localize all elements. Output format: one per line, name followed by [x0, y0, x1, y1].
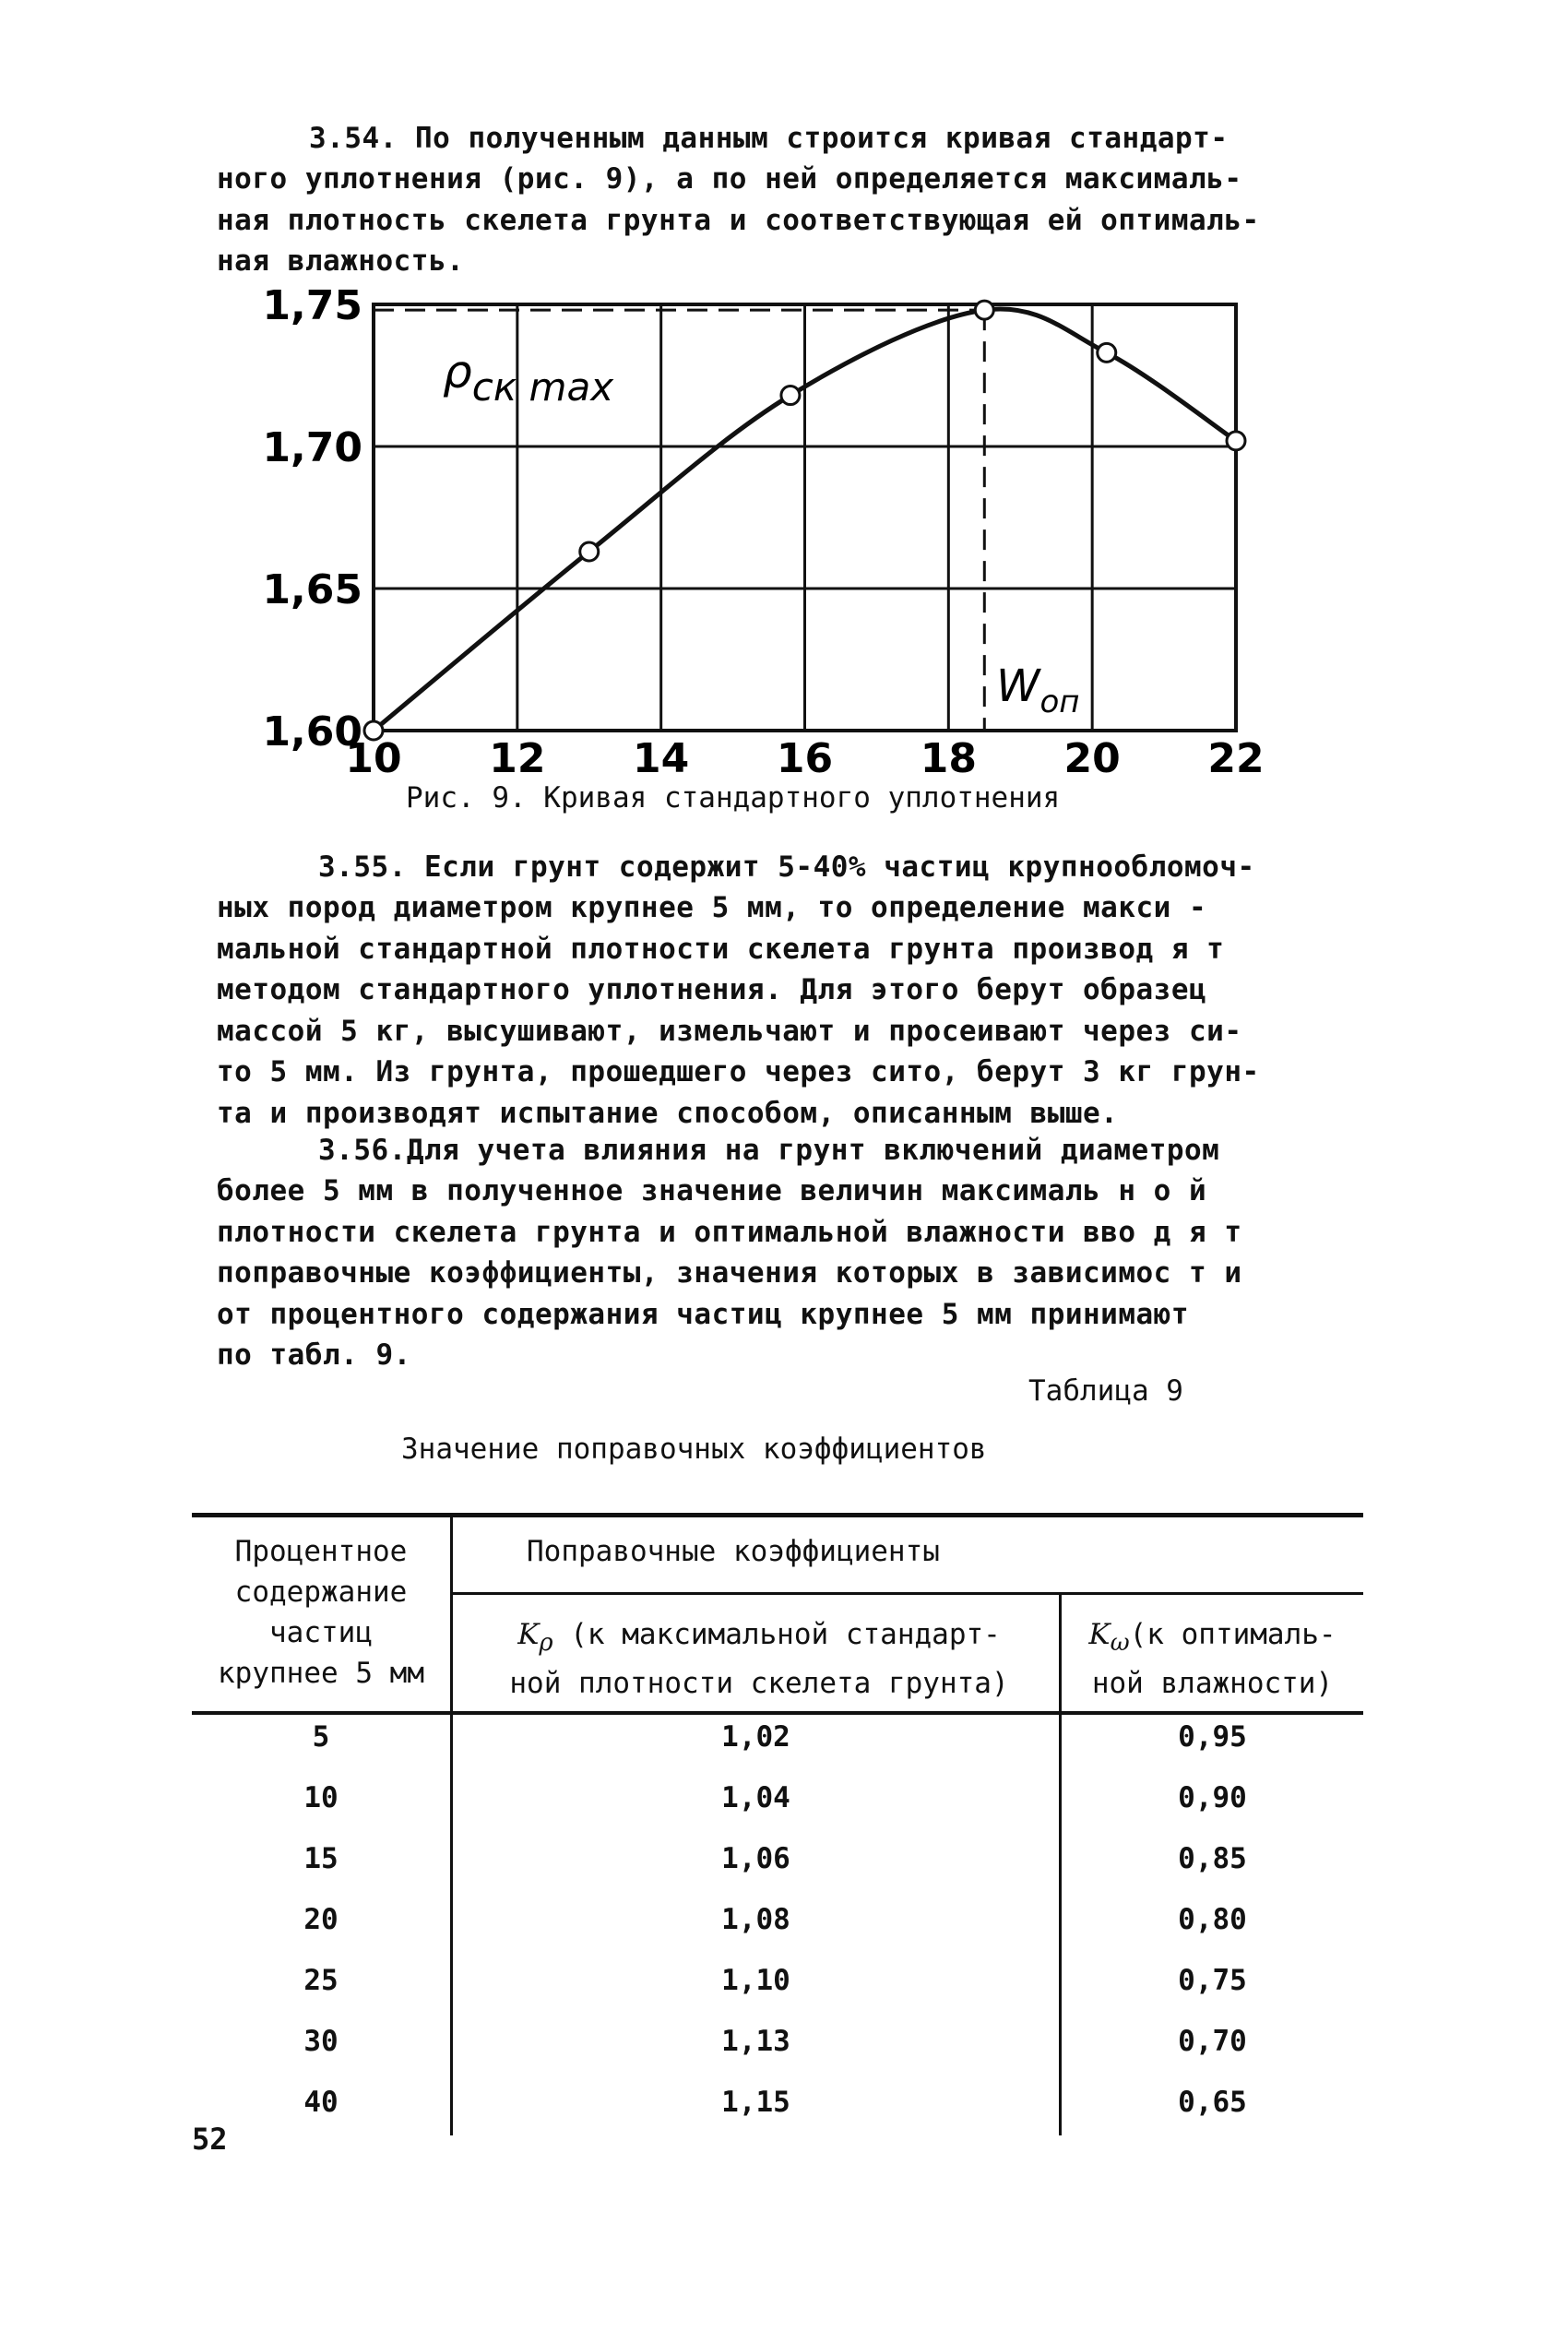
paragraph-3-55 [318, 847, 1397, 888]
table-title: Значение поправочных коэффициентов [401, 1433, 987, 1466]
text-line: методом стандартного уплотнения. Для этого берут образец [217, 973, 1207, 1006]
header-line: ной влажности) [1091, 1667, 1334, 1701]
text-line: то 5 мм. Из грунта, прошедшего через сито, берут 3 кг грун- [217, 1055, 1260, 1088]
x-tick-label: 14 [633, 735, 690, 782]
x-tick-label: 12 [489, 735, 546, 782]
x-tick-label: 18 [920, 735, 977, 782]
header-line: частиц [269, 1616, 373, 1649]
text-line: ных пород диаметром крупнее 5 мм, то определение макси - [217, 891, 1207, 924]
header-line [1062, 1614, 1363, 1663]
text-line: ная влажность. [217, 244, 465, 278]
text-line: 3.56.Для учета влияния на грунт включений диаметром [318, 1134, 1220, 1167]
paragraph-3-56 [318, 1130, 1397, 1171]
cell-percent: 40 [303, 2086, 339, 2119]
text-line: ного уплотнения (рис. 9), а по ней определяется максималь- [217, 162, 1242, 196]
paragraph-3-54-cont [217, 159, 1407, 282]
data-point [975, 301, 993, 319]
text-line: поправочные коэффициенты, значения которых в зависимос т и [217, 1256, 1242, 1290]
cell-kp: 1,02 [721, 1720, 790, 1754]
cell-percent: 5 [312, 1720, 330, 1754]
cell-kp: 1,06 [721, 1842, 790, 1875]
text-line: 3.55. Если грунт содержит 5-40% частиц крупнообломоч- [318, 850, 1255, 884]
header-percent-content [192, 1531, 450, 1694]
y-tick-label: 1,60 [262, 708, 362, 755]
cell-kp: 1,04 [721, 1781, 790, 1814]
x-tick-label: 10 [345, 735, 402, 782]
header-kw [1062, 1614, 1363, 1704]
cell-kp: 1,15 [721, 2086, 790, 2119]
kw-sub: ω [1110, 1629, 1130, 1658]
cell-kp: 1,10 [721, 1964, 790, 1997]
data-point [580, 542, 599, 561]
kp-symbol: K [517, 1618, 540, 1651]
cell-kw: 0,80 [1178, 1903, 1247, 1936]
kw-header-text: (к оптималь- [1129, 1618, 1336, 1651]
header-line: крупнее 5 мм [218, 1657, 424, 1690]
rho-max-label: $\rho_{ск max}$ [443, 345, 614, 410]
kp-sub: ρ [539, 1629, 553, 1658]
header-line [459, 1614, 1059, 1663]
text-line: та и производят испытание способом, описанным выше. [217, 1096, 1119, 1130]
table-number: Таблица 9 [1028, 1374, 1183, 1408]
cell-percent: 10 [303, 1781, 339, 1814]
figure-caption: Рис. 9. Кривая стандартного уплотнения [406, 781, 1061, 815]
cell-kw: 0,90 [1178, 1781, 1247, 1814]
kw-symbol: K [1088, 1618, 1111, 1651]
kp-header-text: (к максимальной стандарт- [570, 1618, 1001, 1651]
text-line: 3.54. По полученным данным строится кривая стандарт- [309, 122, 1229, 155]
cell-kw: 0,65 [1178, 2086, 1247, 2119]
paragraph-3-55-cont [217, 887, 1407, 1134]
header-line: Процентное [234, 1535, 408, 1568]
cell-percent: 25 [303, 1964, 339, 1997]
text-line: по табл. 9. [217, 1338, 411, 1372]
x-tick-label: 22 [1207, 735, 1265, 782]
x-tick-label: 16 [776, 735, 834, 782]
text-line: плотности скелета грунта и оптимальной влажности вво д я т [217, 1215, 1242, 1249]
cell-kp: 1,13 [721, 2025, 790, 2058]
header-line: ной плотности скелета грунта) [509, 1667, 1009, 1701]
text-line: мальной стандартной плотности скелета грунта производ я т [217, 932, 1225, 966]
cell-percent: 30 [303, 2025, 339, 2058]
cell-kw: 0,85 [1178, 1842, 1247, 1875]
cell-kp: 1,08 [721, 1903, 790, 1936]
x-tick-label: 20 [1063, 735, 1121, 782]
text-line: ная плотность скелета грунта и соответствующая ей оптималь- [217, 203, 1260, 237]
cell-kw: 0,95 [1178, 1720, 1247, 1754]
data-point [781, 387, 800, 405]
cell-percent: 15 [303, 1842, 339, 1875]
page-number: 52 [192, 2122, 228, 2157]
data-point [1227, 432, 1245, 450]
cell-kw: 0,70 [1178, 2025, 1247, 2058]
header-correction-coefficients: Поправочные коэффициенты [527, 1535, 940, 1568]
y-tick-label: 1,65 [262, 566, 362, 613]
y-tick-label: 1,75 [262, 282, 362, 329]
text-line: более 5 мм в полученное значение величин максималь н о й [217, 1174, 1207, 1207]
cell-percent: 20 [303, 1903, 339, 1936]
paragraph-3-54 [309, 118, 1407, 160]
text-line: массой 5 кг, высушивают, измельчают и просеивают через си- [217, 1014, 1242, 1048]
paragraph-3-56-cont [217, 1171, 1407, 1376]
y-tick-label: 1,70 [262, 424, 362, 471]
data-point [1098, 343, 1116, 362]
w-opt-label: $W_{оп}$ [996, 660, 1080, 720]
text-line: от процентного содержания частиц крупнее 5 мм принимают [217, 1297, 1189, 1331]
header-kp [459, 1614, 1059, 1704]
header-line: содержание [234, 1576, 408, 1609]
cell-kw: 0,75 [1178, 1964, 1247, 1997]
